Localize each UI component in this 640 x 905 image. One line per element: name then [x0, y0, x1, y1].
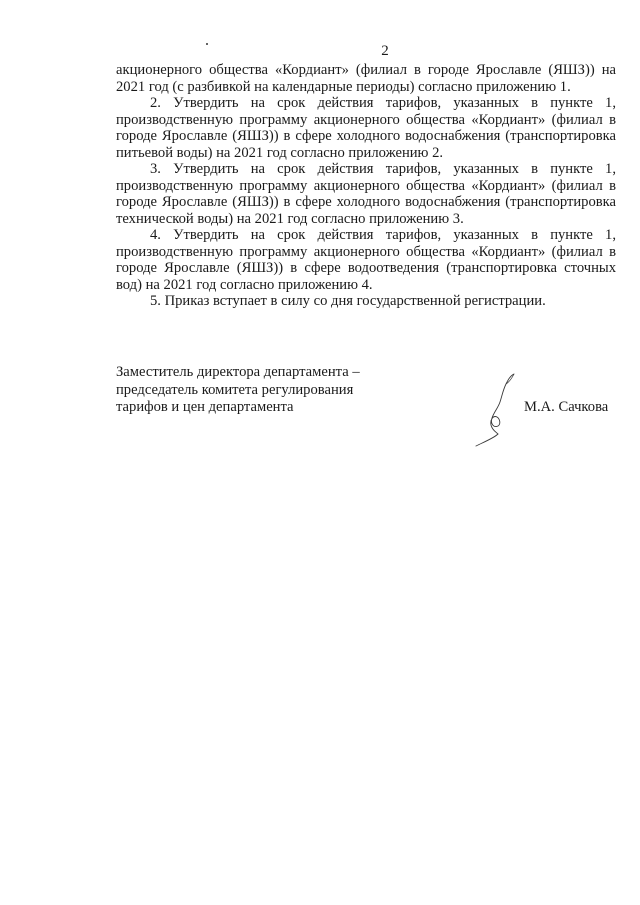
paragraph-4: 4. Утвердить на срок действия тарифов, указанных в пункте 1, производственную программу акционерного общества «Кордиант» (филиал в городе Ярославле (ЯШЗ)) в сфере водоотведения (транспортировка сточных вод) на 2021 год согласно приложению 4.: [116, 227, 616, 293]
paragraph-2: 2. Утвердить на срок действия тарифов, указанных в пункте 1, производственную программу акционерного общества «Кордиант» (филиал в городе Ярославле (ЯШЗ)) в сфере холодного водоснабжения (транспортировка питьевой воды) на 2021 год согласно приложению 2.: [116, 95, 616, 161]
paragraph-5: 5. Приказ вступает в силу со дня государственной регистрации.: [150, 293, 546, 309]
signer-position: [116, 364, 406, 417]
signer-position-line-2: председатель комитета регулирования: [116, 381, 354, 398]
signer-position-line-1: Заместитель директора департамента –: [116, 364, 360, 380]
paragraph-1-continuation: акционерного общества «Кордиант» (филиал в городе Ярославле (ЯШЗ)) на 2021 год (с разбивкой на календарные периоды) согласно приложению 1.: [116, 62, 616, 95]
document-body: [116, 62, 616, 310]
page-number: 2: [381, 43, 389, 59]
paragraph-3: 3. Утвердить на срок действия тарифов, указанных в пункте 1, производственную программу акционерного общества «Кордиант» (филиал в городе Ярославле (ЯШЗ)) в сфере холодного водоснабжения (транспортировка технической воды) на 2021 год согласно приложению 3.: [116, 161, 616, 227]
signer-position-line-3: тарифов и цен департамента: [116, 399, 294, 415]
handwritten-signature: [470, 370, 530, 448]
signer-name: М.А. Сачкова: [524, 399, 609, 415]
